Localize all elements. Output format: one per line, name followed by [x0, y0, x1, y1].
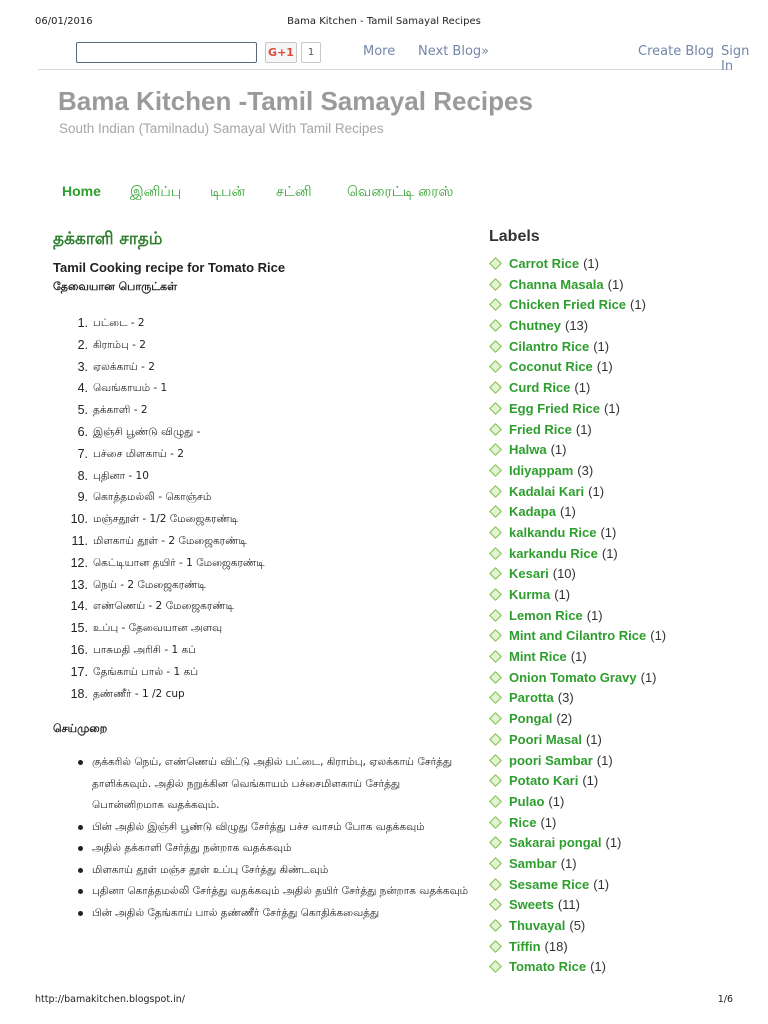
- label-count: (1): [560, 855, 577, 871]
- label-item: [489, 295, 739, 316]
- label-name[interactable]: Mint Rice: [509, 649, 567, 665]
- label-link[interactable]: [509, 254, 599, 274]
- ingredient-text: எண்ணெய் - 2 மேஜைகரண்டி: [93, 600, 235, 613]
- print-footer: [0, 994, 768, 1008]
- label-link[interactable]: [509, 399, 620, 419]
- label-link[interactable]: [509, 337, 609, 357]
- label-item: [489, 895, 739, 916]
- ingredient-number: 11.: [71, 533, 88, 548]
- ingredient-number: 2.: [77, 337, 88, 352]
- label-count: (1): [593, 338, 610, 354]
- ingredient-number: 7.: [77, 446, 88, 461]
- label-item: [489, 461, 739, 482]
- menu-item-sweets[interactable]: இனிப்பு: [130, 183, 182, 199]
- label-item: [489, 792, 739, 813]
- google-plus-count: 1: [301, 42, 321, 63]
- blogger-navbar: [38, 40, 750, 74]
- ingredient-text: உப்பு - தேவையான அளவு: [93, 622, 223, 635]
- label-item: [489, 688, 739, 709]
- ingredient-number: 10.: [70, 512, 88, 527]
- label-name[interactable]: Chutney: [509, 318, 561, 334]
- diamond-bullet-icon: [489, 692, 502, 705]
- print-date: 06/01/2016: [35, 16, 93, 27]
- post-title[interactable]: தக்காளி சாதம்: [53, 229, 163, 249]
- ingredient-text: பச்சை மிளகாய் - 2: [93, 447, 184, 460]
- label-count: (1): [570, 649, 587, 665]
- method-step: [75, 860, 475, 882]
- diamond-bullet-icon: [489, 754, 502, 767]
- diamond-bullet-icon: [489, 940, 502, 953]
- label-count: (1): [596, 752, 613, 768]
- ingredients-list: [60, 314, 460, 706]
- label-item: [489, 937, 739, 958]
- label-link[interactable]: [509, 502, 576, 522]
- label-link[interactable]: [509, 813, 556, 833]
- label-link[interactable]: [509, 420, 592, 440]
- label-item: [489, 647, 739, 668]
- diamond-bullet-icon: [489, 878, 502, 891]
- diamond-bullet-icon: [489, 650, 502, 663]
- bullet-icon: [78, 846, 83, 851]
- label-item: [489, 668, 739, 689]
- label-item: [489, 523, 739, 544]
- method-steps-list: [75, 752, 475, 924]
- menu-item-tiffin[interactable]: டிபன்: [210, 183, 246, 199]
- label-name[interactable]: Tiffin: [509, 938, 541, 954]
- label-item: [489, 502, 739, 523]
- ingredient-item: [60, 314, 460, 336]
- label-link[interactable]: [509, 730, 602, 750]
- ingredient-text: மிளகாய் தூள் - 2 மேஜைகரண்டி: [93, 534, 247, 547]
- sign-in-link[interactable]: Sign In: [721, 44, 750, 74]
- label-count: (1): [548, 793, 565, 809]
- label-name[interactable]: Lemon Rice: [509, 607, 583, 623]
- ingredient-text: கிராம்பு - 2: [93, 338, 146, 351]
- diamond-bullet-icon: [489, 423, 502, 436]
- ingredient-item: [60, 685, 460, 707]
- label-name[interactable]: Fried Rice: [509, 421, 572, 437]
- label-item: [489, 875, 739, 896]
- label-link[interactable]: [509, 957, 606, 977]
- label-link[interactable]: [509, 295, 646, 315]
- ingredient-text: புதினா - 10: [93, 469, 149, 482]
- label-count: (11): [557, 897, 580, 913]
- label-item: [489, 316, 739, 337]
- ingredient-text: வெங்காயம் - 1: [93, 382, 168, 395]
- diamond-bullet-icon: [489, 547, 502, 560]
- label-item: [489, 420, 739, 441]
- label-item: [489, 275, 739, 296]
- more-link[interactable]: More: [363, 44, 396, 59]
- label-count: (1): [588, 483, 605, 499]
- diamond-bullet-icon: [489, 961, 502, 974]
- ingredient-number: 15.: [70, 621, 88, 636]
- label-name[interactable]: Onion Tomato Gravy: [509, 669, 637, 685]
- ingredient-item: [60, 576, 460, 598]
- ingredient-item: [60, 641, 460, 663]
- ingredient-number: 12.: [70, 555, 88, 570]
- label-count: (1): [607, 276, 624, 292]
- label-name[interactable]: Sambar: [509, 855, 557, 871]
- label-count: (5): [569, 918, 586, 933]
- label-link[interactable]: [509, 606, 603, 626]
- ingredient-item: [60, 619, 460, 641]
- label-count: (1): [650, 628, 667, 644]
- bullet-icon: [78, 760, 83, 765]
- diamond-bullet-icon: [489, 361, 502, 374]
- ingredient-item: [60, 510, 460, 532]
- ingredient-item: [60, 467, 460, 489]
- ingredient-number: 14.: [70, 599, 88, 614]
- ingredient-item: [60, 532, 460, 554]
- label-name[interactable]: Poori Masal: [509, 731, 582, 747]
- diamond-bullet-icon: [489, 630, 502, 643]
- diamond-bullet-icon: [489, 609, 502, 622]
- ingredient-number: 5.: [77, 403, 88, 418]
- ingredient-number: 1.: [77, 316, 88, 330]
- label-count: (1): [574, 380, 591, 396]
- label-count: (1): [575, 421, 592, 437]
- label-item: [489, 606, 739, 627]
- method-step-text: பின் அதில் இஞ்சி பூண்டு விழுது சேர்த்து பச்ச வாசம் போக வதக்கவும்: [92, 820, 425, 833]
- label-item: [489, 254, 739, 275]
- label-item: [489, 833, 739, 854]
- label-count: (13): [565, 318, 589, 334]
- bullet-icon: [78, 911, 83, 916]
- label-link[interactable]: [509, 482, 604, 502]
- diamond-bullet-icon: [489, 733, 502, 746]
- method-step-text: புதினா கொத்தமல்லி சேர்த்து வதக்கவும் அதில் தயிர் சேர்த்து நன்றாக வதக்கவும்: [92, 885, 469, 897]
- diamond-bullet-icon: [489, 857, 502, 870]
- label-count: (1): [586, 607, 603, 623]
- label-count: (1): [554, 587, 571, 602]
- label-item: [489, 709, 739, 730]
- label-link[interactable]: [509, 833, 621, 853]
- google-plus-one-button[interactable]: G+1: [265, 42, 297, 63]
- label-link[interactable]: [509, 937, 568, 957]
- method-step-text: குக்கரில் நெய், எண்ணெய் விட்டு அதில் பட்டை, கிராம்பு, ஏலக்காய் சேர்த்து தாளிக்கவும். அதில் நறுக்கின வெங்காயம் பச்சைமிளகாய் சேர்த்து பொன்னிறமாக வதக்கவும்.: [92, 756, 453, 811]
- diamond-bullet-icon: [489, 919, 502, 932]
- label-count: (1): [596, 359, 613, 375]
- ingredient-number: 16.: [70, 642, 88, 657]
- ingredient-text: மஞ்சதூள் - 1/2 மேஜைகரண்டி: [93, 513, 239, 526]
- diamond-bullet-icon: [489, 257, 502, 270]
- label-link[interactable]: [509, 357, 613, 377]
- label-link[interactable]: [509, 626, 666, 646]
- label-count: (10): [552, 566, 576, 582]
- diamond-bullet-icon: [489, 278, 502, 291]
- label-item: [489, 564, 739, 585]
- label-name[interactable]: karkandu Rice: [509, 545, 598, 561]
- label-name[interactable]: Kadalai Kari: [509, 483, 585, 499]
- label-name[interactable]: Curd Rice: [509, 380, 571, 396]
- diamond-bullet-icon: [489, 567, 502, 580]
- label-name[interactable]: kalkandu Rice: [509, 524, 597, 540]
- label-item: [489, 585, 739, 606]
- diamond-bullet-icon: [489, 485, 502, 498]
- label-count: (1): [585, 731, 602, 747]
- label-item: [489, 854, 739, 875]
- ingredient-number: 6.: [77, 424, 88, 439]
- diamond-bullet-icon: [489, 898, 502, 911]
- method-step: [75, 838, 475, 860]
- ingredient-number: 4.: [77, 381, 88, 396]
- label-count: (1): [550, 442, 567, 458]
- diamond-bullet-icon: [489, 712, 502, 725]
- label-name[interactable]: Egg Fried Rice: [509, 400, 601, 416]
- label-link[interactable]: [509, 461, 593, 481]
- menu-item-variety-rice[interactable]: வெரைட்டி ரைஸ்: [347, 183, 454, 199]
- label-item: [489, 482, 739, 503]
- print-url: http://bamakitchen.blogspot.in/: [35, 994, 185, 1005]
- ingredient-number: 8.: [77, 468, 88, 483]
- diamond-bullet-icon: [489, 588, 502, 601]
- label-name[interactable]: Parotta: [509, 690, 554, 706]
- next-blog-link[interactable]: Next Blog»: [418, 44, 490, 59]
- label-count: (18): [544, 938, 568, 954]
- menu-item-home[interactable]: Home: [62, 183, 101, 199]
- label-item: [489, 440, 739, 461]
- diamond-bullet-icon: [489, 319, 502, 332]
- print-page-number: 1/6: [717, 994, 733, 1005]
- label-item: [489, 337, 739, 358]
- label-link[interactable]: [509, 875, 609, 895]
- label-link[interactable]: [509, 440, 566, 460]
- print-header: [0, 16, 768, 32]
- ingredient-text: பாசுமதி அரிசி - 1 கப்: [93, 643, 197, 656]
- label-link[interactable]: [509, 668, 657, 688]
- diamond-bullet-icon: [489, 443, 502, 456]
- label-name[interactable]: Tomato Rice: [509, 959, 587, 975]
- label-link[interactable]: [509, 544, 618, 564]
- ingredient-text: தண்ணீர் - 1 /2 cup: [93, 687, 185, 700]
- label-count: (1): [593, 876, 610, 892]
- label-name[interactable]: Pongal: [509, 711, 553, 727]
- label-count: (1): [630, 297, 646, 313]
- method-step: [75, 881, 475, 903]
- label-count: (2): [556, 711, 573, 727]
- label-item: [489, 399, 739, 420]
- label-count: (1): [640, 669, 657, 685]
- label-name[interactable]: Thuvayal: [509, 918, 566, 933]
- label-link[interactable]: [509, 751, 613, 771]
- blog-description: South Indian (Tamilnadu) Samayal With Tamil Recipes: [59, 121, 384, 136]
- label-item: [489, 357, 739, 378]
- diamond-bullet-icon: [489, 816, 502, 829]
- label-link[interactable]: [509, 916, 585, 936]
- label-link[interactable]: [509, 647, 587, 667]
- method-step-text: பின் அதில் தேங்காய் பால் தண்ணீர் சேர்த்து கொதிக்கவைத்து: [92, 906, 380, 919]
- ingredient-item: [60, 401, 460, 423]
- label-name[interactable]: Potato Kari: [509, 773, 579, 789]
- diamond-bullet-icon: [489, 340, 502, 353]
- ingredient-number: 3.: [77, 359, 88, 374]
- label-link[interactable]: [509, 792, 564, 812]
- post-subtitle: Tamil Cooking recipe for Tomato Rice: [53, 260, 286, 275]
- label-item: [489, 544, 739, 565]
- blog-title[interactable]: Bama Kitchen -Tamil Samayal Recipes: [58, 86, 533, 116]
- diamond-bullet-icon: [489, 505, 502, 518]
- label-name[interactable]: Pulao: [509, 793, 545, 809]
- diamond-bullet-icon: [489, 836, 502, 849]
- label-item: [489, 730, 739, 751]
- ingredient-number: 17.: [70, 664, 88, 679]
- label-count: (3): [577, 462, 594, 478]
- label-link[interactable]: [509, 523, 616, 543]
- label-name[interactable]: Kesari: [509, 566, 549, 582]
- diamond-bullet-icon: [489, 526, 502, 539]
- label-name[interactable]: Rice: [509, 814, 537, 830]
- diamond-bullet-icon: [489, 402, 502, 415]
- label-name[interactable]: poori Sambar: [509, 752, 593, 768]
- label-name[interactable]: Channa Masala: [509, 276, 604, 292]
- ingredient-number: 9.: [77, 490, 88, 505]
- method-step: [75, 903, 475, 925]
- label-link[interactable]: [509, 275, 624, 295]
- print-page-title: Bama Kitchen - Tamil Samayal Recipes: [287, 16, 481, 27]
- ingredient-item: [60, 379, 460, 401]
- label-link[interactable]: [509, 564, 576, 584]
- label-name[interactable]: Idiyappam: [509, 462, 574, 478]
- ingredient-item: [60, 336, 460, 358]
- create-blog-link[interactable]: Create Blog: [638, 44, 715, 59]
- label-count: (1): [559, 504, 576, 520]
- ingredient-text: தக்காளி - 2: [93, 404, 148, 417]
- ingredient-text: தேங்காய் பால் - 1 கப்: [93, 665, 199, 678]
- ingredient-item: [60, 358, 460, 380]
- method-step-text: அதில் தக்காளி சேர்த்து நன்றாக வதக்கவும்: [92, 842, 292, 854]
- menu-item-chutney[interactable]: சட்னி: [276, 183, 312, 199]
- label-link[interactable]: [509, 316, 588, 336]
- label-count: (1): [600, 524, 617, 540]
- label-name[interactable]: Kadapa: [509, 504, 556, 520]
- ingredient-text: இஞ்சி பூண்டு விழுது -: [93, 425, 201, 438]
- label-link[interactable]: [509, 854, 577, 874]
- label-link[interactable]: [509, 895, 580, 915]
- label-link[interactable]: [509, 771, 598, 791]
- ingredient-item: [60, 488, 460, 510]
- label-link[interactable]: [509, 585, 570, 605]
- label-item: [489, 771, 739, 792]
- label-name[interactable]: Halwa: [509, 442, 547, 458]
- labels-heading: Labels: [489, 228, 540, 245]
- ingredient-item: [60, 423, 460, 445]
- diamond-bullet-icon: [489, 671, 502, 684]
- bullet-icon: [78, 868, 83, 873]
- bullet-icon: [78, 825, 83, 830]
- label-count: (1): [590, 959, 606, 975]
- ingredient-number: 18.: [70, 686, 88, 701]
- label-name[interactable]: Sesame Rice: [509, 876, 590, 892]
- label-name[interactable]: Cilantro Rice: [509, 338, 590, 354]
- label-item: [489, 813, 739, 834]
- diamond-bullet-icon: [489, 299, 502, 312]
- label-item: [489, 916, 739, 937]
- ingredient-number: 13.: [70, 577, 88, 592]
- method-heading: செய்முறை: [53, 722, 108, 735]
- ingredients-heading: தேவையான பொருட்கள்: [53, 280, 177, 293]
- method-step-text: மிளகாய் தூள் மஞ்ச தூள் உப்பு சேர்த்து கிண்டவும்: [92, 863, 329, 876]
- label-name[interactable]: Coconut Rice: [509, 359, 593, 375]
- ingredient-item: [60, 445, 460, 467]
- label-name[interactable]: Carrot Rice: [509, 256, 580, 271]
- diamond-bullet-icon: [489, 381, 502, 394]
- diamond-bullet-icon: [489, 774, 502, 787]
- method-step: [75, 752, 475, 817]
- label-item: [489, 378, 739, 399]
- ingredient-text: பட்டை - 2: [93, 317, 145, 329]
- label-count: (1): [540, 814, 557, 830]
- label-name[interactable]: Chicken Fried Rice: [509, 297, 627, 313]
- label-name[interactable]: Sakarai pongal: [509, 835, 602, 851]
- diamond-bullet-icon: [489, 795, 502, 808]
- ingredient-item: [60, 554, 460, 576]
- ingredient-text: ஏலக்காய் - 2: [93, 360, 155, 373]
- label-link[interactable]: [509, 688, 574, 708]
- label-link[interactable]: [509, 709, 572, 729]
- bullet-icon: [78, 889, 83, 894]
- ingredient-item: [60, 663, 460, 685]
- labels-list: [489, 254, 739, 978]
- label-count: (1): [601, 545, 618, 561]
- label-count: (1): [605, 835, 622, 851]
- label-name[interactable]: Sweets: [509, 897, 554, 913]
- ingredient-text: கொத்தமல்லி - கொஞ்சம்: [93, 491, 212, 504]
- label-count: (3): [557, 690, 574, 706]
- label-name[interactable]: Kurma: [509, 587, 551, 602]
- ingredient-text: நெய் - 2 மேஜைகரண்டி: [93, 578, 206, 591]
- label-count: (1): [604, 400, 620, 416]
- diamond-bullet-icon: [489, 464, 502, 477]
- label-count: (1): [583, 256, 599, 271]
- search-input[interactable]: [76, 42, 257, 63]
- ingredient-item: [60, 597, 460, 619]
- method-step: [75, 817, 475, 839]
- label-name[interactable]: Mint and Cilantro Rice: [509, 628, 647, 644]
- ingredient-text: கெட்டியான தயிர் - 1 மேஜைகரண்டி: [93, 556, 265, 569]
- label-item: [489, 957, 739, 978]
- label-item: [489, 626, 739, 647]
- label-link[interactable]: [509, 378, 590, 398]
- label-item: [489, 751, 739, 772]
- label-count: (1): [582, 773, 599, 789]
